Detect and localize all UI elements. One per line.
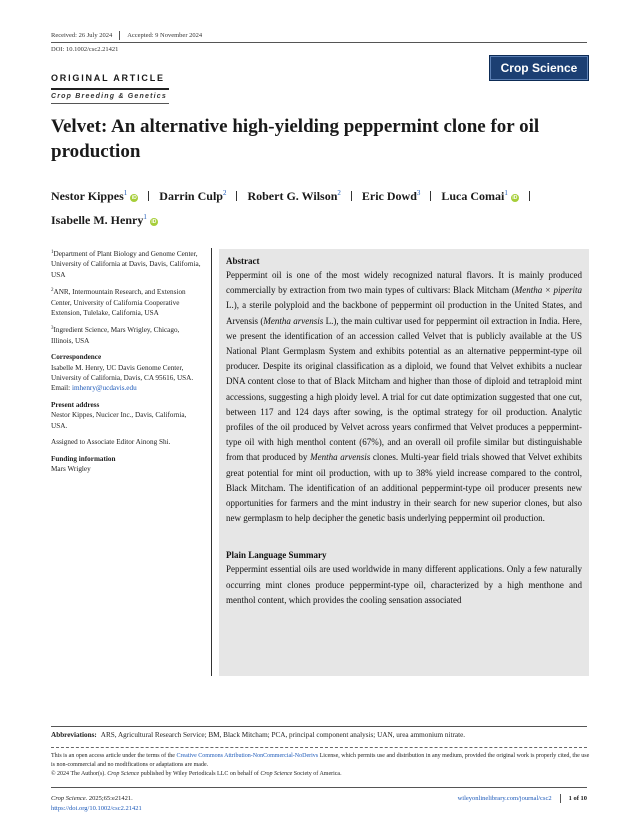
journal-logo[interactable]: [489, 55, 589, 81]
article-type: ORIGINAL ARTICLE: [51, 73, 165, 83]
doi-link[interactable]: https://doi.org/10.1002/csc2.21421: [51, 804, 142, 812]
orcid-icon[interactable]: iD: [131, 195, 137, 201]
abstract-heading: Abstract: [226, 256, 260, 266]
abbreviations: Abbreviations: ARS, Agricultural Research Service; BM, Black Mitcham; PCA, principal component analysis; UAN, urea ammonium nitrate.: [51, 731, 466, 739]
orcid-icon[interactable]: iD: [512, 195, 518, 201]
meta-divider: [119, 31, 120, 40]
page-number: 1 of 10: [568, 795, 587, 802]
journal-site-link[interactable]: wileyonlinelibrary.com/journal/csc2: [457, 795, 552, 802]
affiliation: $^3$Ingredient Science, Mars Wrigley, Chicago, Illinois, USA: [51, 326, 180, 345]
section-name: Crop Breeding & Genetics: [51, 93, 167, 100]
article-title: Velvet: An alternative high-yielding peppermint clone for oil production: [51, 116, 540, 162]
author-name[interactable]: Isabelle M. Henry$^1$iD: [51, 213, 157, 227]
affiliation: $^2$ANR, Intermountain Research, and Extension Center, University of California Cooperative Extension, Tulelake, California, USA: [51, 288, 186, 318]
abbreviations-rule: [51, 726, 587, 727]
journal-logo-text: Crop Science: [500, 61, 578, 75]
email-link[interactable]: imhenry@ucdavis.edu: [71, 384, 137, 393]
author-name[interactable]: Darrin Culp$^2$: [159, 189, 227, 203]
abstract-text: Peppermint oil is one of the most widely recognized natural flavors. It is mainly produced commercially by extraction from two main types of cultivars: Black Mitcham (Mentha × piperita L.), a sterile polyploid and the backbone of peppermint oil production in the United States, and Arvensis (Mentha arvensis L.), the main cultivar used for peppermint oil extraction in India. Here, we present the identification of an accession called Velvet that is publicly available at the US National Plant Germplasm System and exhibits potential as an alternative peppermint-type oil producer. Despite its original classification as a diploid, we found that Velvet exhibits a nuclear DNA content close to that of Black Mitcham and higher than those of diploid and tetraploid mint accessions, suggesting a high ploidy level. A trial for cut date optimization suggested that one cut, between 117 and 124 days after sowing, is the optimal strategy for oil production. Analytic profiles of the oil produced by Velvet across years confirmed that Velvet produces a peppermint-type oil with high menthol content (67%), and an overall oil profile similar but distinguishable from that produced by Mentha arvensis clones. Multi-year field trials showed that Velvet exhibits great potential for mint oil production, with up to 38% yield increase compared to the control, Black Mitcham. The identification of an additional peppermint-type oil producer presents new opportunities for farmers and the mint industry in their search for new superior clones, but also new germplasm to help decipher the genetic basis underlying peppermint oil production.: [226, 270, 582, 524]
top-rule: [51, 42, 587, 43]
correspondence-heading: Correspondence: [51, 353, 102, 362]
orcid-icon[interactable]: iD: [151, 219, 157, 225]
author-name[interactable]: Luca Comai$^1$iD: [441, 189, 518, 203]
column-divider: [211, 248, 212, 676]
article-type-rule: [51, 88, 169, 90]
plain-language-text: Peppermint essential oils are used worldwide in many different applications. Only a few naturally occurring mint clones produce peppermint-type oil, characterized by a high menthone and menthol content, which provides the cooling sensation associated: [226, 564, 582, 605]
footer-rule: [51, 787, 587, 788]
present-address-text: Nestor Kippes, Nucicer Inc., Davis, California, USA.: [51, 411, 187, 430]
affiliations-column: [51, 248, 203, 480]
affiliation: $^1$Department of Plant Biology and Genome Center, University of California at Davis, Davis, California, USA: [51, 250, 201, 279]
footer-right: [458, 794, 587, 803]
license-notice: This is an open access article under the terms of the Creative Commons Attribution-NonCommercial-NoDerivs License, which permits use and distribution in any medium, provided the original work is properly cited, the use is non-commercial and no modifications or adaptations are made. © 2024 The Author(s). Crop Science published by Wiley Periodicals LLC on behalf of Crop Science Society of America.: [51, 753, 590, 777]
author-list: [51, 183, 591, 231]
funding-heading: Funding information: [51, 454, 116, 463]
footer-citation: Crop Science. 2025;65:e21421. https://doi.org/10.1002/csc2.21421: [51, 795, 142, 812]
author-name[interactable]: Robert G. Wilson$^2$: [247, 189, 341, 203]
author-name[interactable]: Eric Dowd$^3$: [361, 189, 421, 203]
license-divider: [51, 747, 587, 748]
author-name[interactable]: Nestor Kippes$^1$iD: [51, 189, 137, 203]
plain-language-heading: Plain Language Summary: [226, 550, 327, 561]
present-address-heading: Present address: [51, 400, 100, 409]
correspondence-text: Isabelle M. Henry, UC Davis Genome Center, University of California, Davis, CA 95616, USA. Email: imhenry@ucdavis.edu: [51, 363, 194, 393]
funding-text: Mars Wrigley: [51, 464, 91, 473]
dates-line: [51, 31, 202, 40]
section-rule: [51, 103, 169, 104]
doi-line: DOI: 10.1002/csc2.21421: [51, 46, 119, 53]
accepted-date: Accepted: 9 November 2024: [127, 32, 203, 39]
license-link[interactable]: Creative Commons Attribution-NonCommercial-NoDerivs: [176, 753, 319, 759]
received-date: Received: 26 July 2024: [51, 32, 113, 39]
associate-editor: Assigned to Associate Editor Ainong Shi.: [51, 438, 171, 447]
abstract-box: [219, 249, 589, 676]
